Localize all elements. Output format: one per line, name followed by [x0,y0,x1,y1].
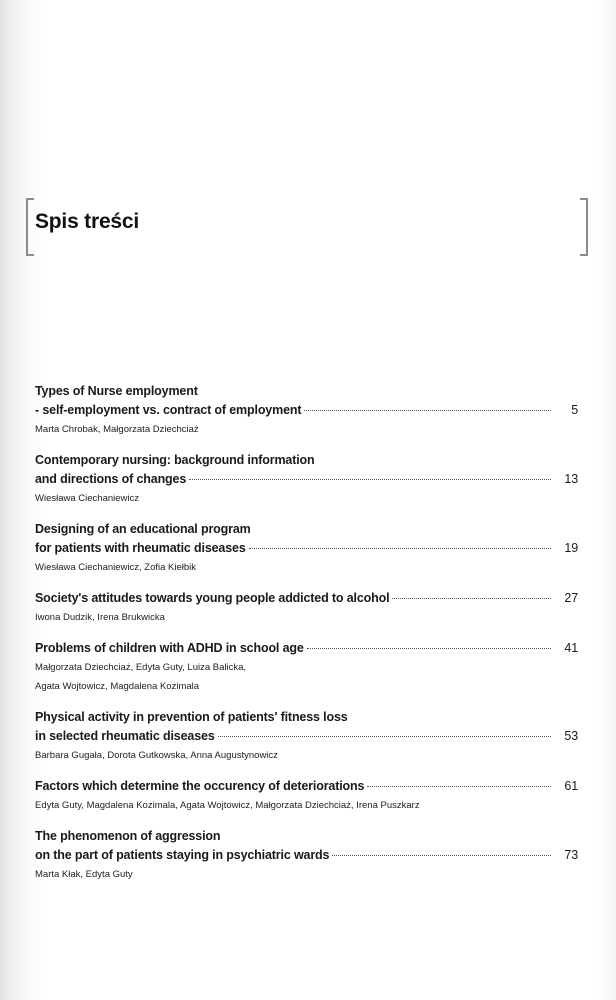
entry-authors: Marta Chrobak, Małgorzata Dziechciaż [35,424,199,435]
dot-leader [304,409,551,411]
dot-leader [218,735,551,737]
entry-title-line [35,639,578,658]
entry-authors: Wiesława Ciechaniewicz [35,493,140,504]
entry-title-line [35,727,578,746]
page-number: 53 [564,729,578,743]
dot-leader [392,597,551,599]
page-number: 73 [564,848,578,862]
dot-leader [332,854,551,856]
toc-entry[interactable] [35,827,578,884]
entry-title-text: on the part of patients staying in psychiatric wards [35,848,330,862]
page-number: 61 [564,779,578,793]
toc-entry[interactable] [35,520,578,577]
page-number: 5 [571,403,578,417]
entry-authors: Edyta Guty, Magdalena Kozimala, Agata Wojtowicz, Małgorzata Dziechciaż, Irena Puszkarz [35,800,420,811]
entry-title-line: Designing of an educational program [35,522,251,536]
left-bracket-decoration [26,198,34,256]
dot-leader [367,785,551,787]
entry-title-line: Physical activity in prevention of patients' fitness loss [35,710,348,724]
toc-entry[interactable] [35,708,578,765]
entry-authors: Barbara Gugała, Dorota Gutkowska, Anna Augustynowicz [35,750,278,761]
page-number: 13 [564,472,578,486]
entry-authors: Iwona Dudzik, Irena Brukwicka [35,612,165,623]
entry-title-line [35,589,578,608]
entry-title-text: for patients with rheumatic diseases [35,541,246,555]
table-of-contents [35,382,578,896]
entry-authors: Agata Wojtowicz, Magdalena Kozimala [35,681,200,692]
entry-title-line: Types of Nurse employment [35,384,198,398]
dot-leader [307,647,551,649]
entry-title-text: - self-employment vs. contract of employment [35,403,302,417]
entry-authors: Marta Kłak, Edyta Guty [35,869,133,880]
page-number: 19 [564,541,578,555]
dot-leader [189,478,551,480]
entry-title-line [35,846,578,865]
entry-title-text: and directions of changes [35,472,187,486]
entry-title-line [35,470,578,489]
dot-leader [249,547,551,549]
entry-title-line [35,777,578,796]
entry-title-line: The phenomenon of aggression [35,829,221,843]
toc-entry[interactable] [35,451,578,508]
toc-entry[interactable] [35,777,578,815]
entry-authors: Małgorzata Dziechciaż, Edyta Guty, Luiza Balicka, [35,662,247,673]
entry-title-line [35,401,578,420]
toc-entry[interactable] [35,589,578,627]
toc-entry[interactable] [35,639,578,696]
entry-title-text: Factors which determine the occurency of deteriorations [35,779,365,793]
entry-title-line [35,539,578,558]
entry-title-line: Contemporary nursing: background information [35,453,315,467]
entry-title-text: Problems of children with ADHD in school age [35,641,304,655]
right-bracket-decoration [580,198,588,256]
page-number: 41 [564,641,578,655]
page-number: 27 [564,591,578,605]
entry-title-text: in selected rheumatic diseases [35,729,215,743]
page-title: Spis treści [35,210,140,233]
toc-entry[interactable] [35,382,578,439]
entry-title-text: Society's attitudes towards young people addicted to alcohol [35,591,390,605]
entry-authors: Wiesława Ciechaniewicz, Zofia Kiełbik [35,562,197,573]
